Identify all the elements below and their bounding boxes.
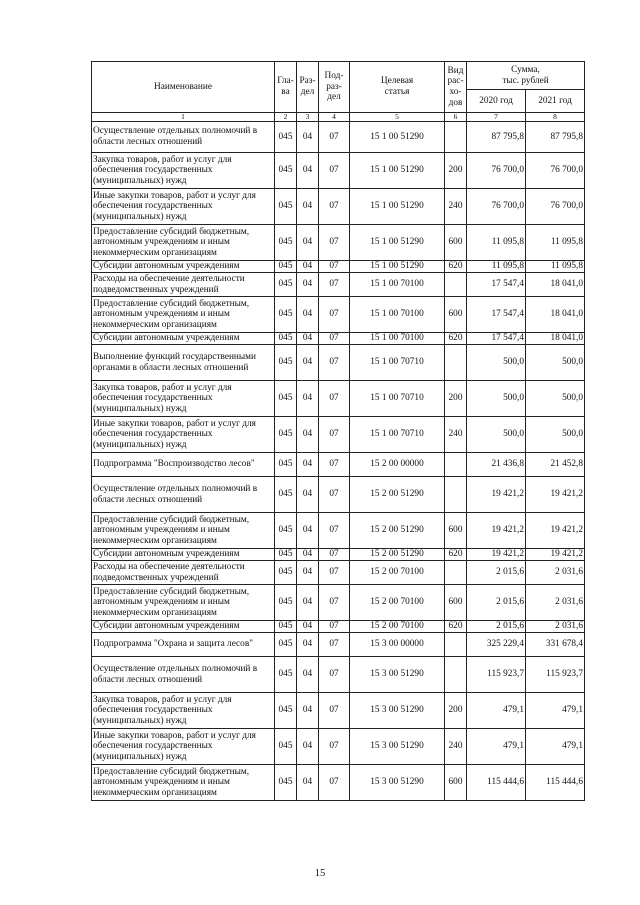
row-chapter: 045 <box>275 729 297 765</box>
row-value-2021: 500,0 <box>526 381 585 417</box>
row-value-2021: 19 421,2 <box>526 549 585 561</box>
row-value-2021: 2 031,6 <box>526 561 585 585</box>
row-section: 04 <box>297 585 319 621</box>
row-section: 04 <box>297 225 319 261</box>
row-value-2020: 19 421,2 <box>467 549 526 561</box>
row-section: 04 <box>297 657 319 693</box>
row-name: Закупка товаров, работ и услуг для обеспечения государственных (муниципальных) нужд <box>92 693 275 729</box>
row-value-2020: 2 015,6 <box>467 621 526 633</box>
row-subsection: 07 <box>319 189 350 225</box>
row-target-article: 15 1 00 51290 <box>350 261 445 273</box>
row-target-article: 15 1 00 70100 <box>350 333 445 345</box>
row-target-article: 15 3 00 51290 <box>350 657 445 693</box>
row-target-article: 15 1 00 51290 <box>350 122 445 153</box>
row-name: Иные закупки товаров, работ и услуг для обеспечения государственных (муниципальных) нужд <box>92 417 275 453</box>
table-row <box>92 561 585 585</box>
table-row <box>92 729 585 765</box>
row-name: Закупка товаров, работ и услуг для обеспечения государственных (муниципальных) нужд <box>92 381 275 417</box>
header-name: Наименование <box>92 62 275 113</box>
row-target-article: 15 2 00 51290 <box>350 477 445 513</box>
table-row <box>92 693 585 729</box>
row-value-2021: 479,1 <box>526 729 585 765</box>
row-section: 04 <box>297 333 319 345</box>
row-subsection: 07 <box>319 345 350 381</box>
row-chapter: 045 <box>275 549 297 561</box>
header-year-2020: 2020 год <box>467 90 526 113</box>
row-name: Расходы на обеспечение деятельности подведомственных учреждений <box>92 273 275 297</box>
row-expense-type: 600 <box>445 585 467 621</box>
row-chapter: 045 <box>275 225 297 261</box>
row-value-2021: 11 095,8 <box>526 261 585 273</box>
row-section: 04 <box>297 122 319 153</box>
row-value-2021: 18 041,0 <box>526 333 585 345</box>
row-target-article: 15 1 00 70710 <box>350 417 445 453</box>
row-value-2020: 500,0 <box>467 417 526 453</box>
row-value-2021: 2 031,6 <box>526 585 585 621</box>
row-section: 04 <box>297 729 319 765</box>
row-subsection: 07 <box>319 633 350 657</box>
row-target-article: 15 1 00 51290 <box>350 153 445 189</box>
row-value-2021: 18 041,0 <box>526 297 585 333</box>
row-expense-type <box>445 477 467 513</box>
row-value-2021: 11 095,8 <box>526 225 585 261</box>
row-name: Подпрограмма "Охрана и защита лесов" <box>92 633 275 657</box>
row-target-article: 15 3 00 51290 <box>350 693 445 729</box>
row-value-2020: 11 095,8 <box>467 225 526 261</box>
row-chapter: 045 <box>275 297 297 333</box>
row-section: 04 <box>297 549 319 561</box>
row-name: Осуществление отдельных полномочий в области лесных отношений <box>92 477 275 513</box>
column-number: 8 <box>526 113 585 122</box>
table-row <box>92 453 585 477</box>
row-name: Расходы на обеспечение деятельности подведомственных учреждений <box>92 561 275 585</box>
header-subsection: Под- раз- дел <box>319 62 350 113</box>
row-chapter: 045 <box>275 345 297 381</box>
row-value-2021: 87 795,8 <box>526 122 585 153</box>
column-number: 7 <box>467 113 526 122</box>
row-chapter: 045 <box>275 273 297 297</box>
row-subsection: 07 <box>319 621 350 633</box>
row-section: 04 <box>297 381 319 417</box>
row-target-article: 15 2 00 70100 <box>350 621 445 633</box>
row-name: Осуществление отдельных полномочий в области лесных отношений <box>92 657 275 693</box>
row-section: 04 <box>297 417 319 453</box>
row-subsection: 07 <box>319 261 350 273</box>
row-section: 04 <box>297 561 319 585</box>
row-section: 04 <box>297 261 319 273</box>
table-row <box>92 549 585 561</box>
row-chapter: 045 <box>275 477 297 513</box>
table-row <box>92 297 585 333</box>
row-target-article: 15 2 00 70100 <box>350 561 445 585</box>
row-target-article: 15 2 00 51290 <box>350 549 445 561</box>
row-name: Иные закупки товаров, работ и услуг для обеспечения государственных (муниципальных) нужд <box>92 189 275 225</box>
header-expense-type: Вид рас- хо- дов <box>445 62 467 113</box>
row-value-2021: 19 421,2 <box>526 513 585 549</box>
row-subsection: 07 <box>319 513 350 549</box>
row-target-article: 15 3 00 51290 <box>350 765 445 801</box>
row-value-2020: 19 421,2 <box>467 477 526 513</box>
row-value-2020: 17 547,4 <box>467 297 526 333</box>
row-chapter: 045 <box>275 453 297 477</box>
table-row <box>92 381 585 417</box>
row-subsection: 07 <box>319 273 350 297</box>
row-value-2020: 479,1 <box>467 729 526 765</box>
row-expense-type: 620 <box>445 621 467 633</box>
row-value-2021: 331 678,4 <box>526 633 585 657</box>
table-row <box>92 261 585 273</box>
row-value-2020: 500,0 <box>467 381 526 417</box>
row-name: Субсидии автономным учреждениям <box>92 621 275 633</box>
header-section: Раз- дел <box>297 62 319 113</box>
column-number: 1 <box>92 113 275 122</box>
column-number: 4 <box>319 113 350 122</box>
row-target-article: 15 1 00 70710 <box>350 345 445 381</box>
row-expense-type: 600 <box>445 513 467 549</box>
row-chapter: 045 <box>275 633 297 657</box>
table-row <box>92 765 585 801</box>
row-name: Предоставление субсидий бюджетным, автономным учреждениям и иным некоммерческим организациям <box>92 225 275 261</box>
row-name: Субсидии автономным учреждениям <box>92 549 275 561</box>
row-section: 04 <box>297 297 319 333</box>
row-subsection: 07 <box>319 153 350 189</box>
row-subsection: 07 <box>319 297 350 333</box>
row-target-article: 15 1 00 51290 <box>350 225 445 261</box>
column-number: 3 <box>297 113 319 122</box>
table-row <box>92 477 585 513</box>
row-value-2020: 19 421,2 <box>467 513 526 549</box>
row-subsection: 07 <box>319 453 350 477</box>
row-chapter: 045 <box>275 765 297 801</box>
row-section: 04 <box>297 477 319 513</box>
row-chapter: 045 <box>275 621 297 633</box>
row-value-2021: 500,0 <box>526 345 585 381</box>
row-chapter: 045 <box>275 561 297 585</box>
row-target-article: 15 2 00 70100 <box>350 585 445 621</box>
row-value-2020: 17 547,4 <box>467 333 526 345</box>
row-section: 04 <box>297 345 319 381</box>
row-value-2020: 115 923,7 <box>467 657 526 693</box>
row-name: Субсидии автономным учреждениям <box>92 333 275 345</box>
row-subsection: 07 <box>319 729 350 765</box>
row-target-article: 15 3 00 51290 <box>350 729 445 765</box>
row-subsection: 07 <box>319 693 350 729</box>
table-row <box>92 153 585 189</box>
table-row <box>92 633 585 657</box>
table-row <box>92 657 585 693</box>
row-chapter: 045 <box>275 122 297 153</box>
row-subsection: 07 <box>319 657 350 693</box>
row-section: 04 <box>297 273 319 297</box>
row-value-2020: 76 700,0 <box>467 189 526 225</box>
row-expense-type: 620 <box>445 261 467 273</box>
row-value-2020: 500,0 <box>467 345 526 381</box>
row-section: 04 <box>297 633 319 657</box>
row-value-2020: 2 015,6 <box>467 561 526 585</box>
header-target-article: Целевая статья <box>350 62 445 113</box>
table-row <box>92 225 585 261</box>
row-name: Выполнение функций государственными органами в области лесных отношений <box>92 345 275 381</box>
table-row <box>92 585 585 621</box>
row-target-article: 15 1 00 70100 <box>350 297 445 333</box>
row-section: 04 <box>297 189 319 225</box>
row-expense-type: 240 <box>445 189 467 225</box>
row-expense-type: 240 <box>445 417 467 453</box>
row-name: Предоставление субсидий бюджетным, автономным учреждениям и иным некоммерческим организациям <box>92 585 275 621</box>
budget-table-page <box>91 61 584 801</box>
row-name: Подпрограмма "Воспроизводство лесов" <box>92 453 275 477</box>
column-number: 6 <box>445 113 467 122</box>
row-target-article: 15 1 00 51290 <box>350 189 445 225</box>
row-subsection: 07 <box>319 477 350 513</box>
row-subsection: 07 <box>319 122 350 153</box>
row-expense-type <box>445 345 467 381</box>
row-name: Иные закупки товаров, работ и услуг для обеспечения государственных (муниципальных) нужд <box>92 729 275 765</box>
header-sum: Сумма, тыс. рублей <box>467 62 585 90</box>
row-name: Субсидии автономным учреждениям <box>92 261 275 273</box>
row-chapter: 045 <box>275 513 297 549</box>
row-value-2020: 479,1 <box>467 693 526 729</box>
row-value-2021: 115 923,7 <box>526 657 585 693</box>
row-value-2020: 325 229,4 <box>467 633 526 657</box>
row-target-article: 15 1 00 70710 <box>350 381 445 417</box>
table-row <box>92 345 585 381</box>
row-chapter: 045 <box>275 333 297 345</box>
row-name: Закупка товаров, работ и услуг для обеспечения государственных (муниципальных) нужд <box>92 153 275 189</box>
row-name: Предоставление субсидий бюджетным, автономным учреждениям и иным некоммерческим организациям <box>92 513 275 549</box>
row-chapter: 045 <box>275 189 297 225</box>
row-expense-type <box>445 453 467 477</box>
header-year-2021: 2021 год <box>526 90 585 113</box>
row-subsection: 07 <box>319 561 350 585</box>
row-value-2021: 18 041,0 <box>526 273 585 297</box>
row-target-article: 15 2 00 00000 <box>350 453 445 477</box>
row-subsection: 07 <box>319 765 350 801</box>
table-row <box>92 333 585 345</box>
row-chapter: 045 <box>275 153 297 189</box>
row-expense-type: 620 <box>445 549 467 561</box>
row-expense-type: 600 <box>445 297 467 333</box>
row-expense-type: 240 <box>445 729 467 765</box>
row-value-2021: 2 031,6 <box>526 621 585 633</box>
table-row <box>92 273 585 297</box>
column-number: 2 <box>275 113 297 122</box>
row-name: Предоставление субсидий бюджетным, автономным учреждениям и иным некоммерческим организациям <box>92 297 275 333</box>
table-row <box>92 621 585 633</box>
row-target-article: 15 1 00 70100 <box>350 273 445 297</box>
row-value-2020: 17 547,4 <box>467 273 526 297</box>
row-subsection: 07 <box>319 381 350 417</box>
row-value-2020: 87 795,8 <box>467 122 526 153</box>
row-expense-type: 200 <box>445 693 467 729</box>
row-section: 04 <box>297 513 319 549</box>
row-target-article: 15 3 00 00000 <box>350 633 445 657</box>
table-row <box>92 122 585 153</box>
row-subsection: 07 <box>319 417 350 453</box>
row-value-2020: 21 436,8 <box>467 453 526 477</box>
table-row <box>92 513 585 549</box>
row-expense-type: 600 <box>445 225 467 261</box>
row-value-2021: 76 700,0 <box>526 189 585 225</box>
budget-table <box>91 61 585 801</box>
row-name: Осуществление отдельных полномочий в области лесных отношений <box>92 122 275 153</box>
row-chapter: 045 <box>275 261 297 273</box>
table-row <box>92 417 585 453</box>
column-number-row <box>92 113 585 122</box>
row-value-2020: 2 015,6 <box>467 585 526 621</box>
page-number: 15 <box>314 868 326 879</box>
row-value-2021: 21 452,8 <box>526 453 585 477</box>
row-expense-type: 620 <box>445 333 467 345</box>
row-section: 04 <box>297 453 319 477</box>
row-expense-type: 600 <box>445 765 467 801</box>
row-section: 04 <box>297 693 319 729</box>
row-expense-type <box>445 122 467 153</box>
column-number: 5 <box>350 113 445 122</box>
row-chapter: 045 <box>275 657 297 693</box>
row-value-2020: 115 444,6 <box>467 765 526 801</box>
row-subsection: 07 <box>319 333 350 345</box>
row-expense-type: 200 <box>445 153 467 189</box>
row-section: 04 <box>297 621 319 633</box>
row-section: 04 <box>297 153 319 189</box>
row-chapter: 045 <box>275 585 297 621</box>
header-chapter: Гла- ва <box>275 62 297 113</box>
table-row <box>92 189 585 225</box>
row-expense-type <box>445 633 467 657</box>
row-value-2021: 76 700,0 <box>526 153 585 189</box>
row-expense-type <box>445 561 467 585</box>
row-name: Предоставление субсидий бюджетным, автономным учреждениям и иным некоммерческим организациям <box>92 765 275 801</box>
row-section: 04 <box>297 765 319 801</box>
row-target-article: 15 2 00 51290 <box>350 513 445 549</box>
row-expense-type <box>445 657 467 693</box>
row-value-2020: 11 095,8 <box>467 261 526 273</box>
row-subsection: 07 <box>319 549 350 561</box>
row-value-2021: 500,0 <box>526 417 585 453</box>
row-subsection: 07 <box>319 225 350 261</box>
row-chapter: 045 <box>275 417 297 453</box>
row-expense-type: 200 <box>445 381 467 417</box>
row-chapter: 045 <box>275 693 297 729</box>
row-value-2021: 115 444,6 <box>526 765 585 801</box>
row-value-2020: 76 700,0 <box>467 153 526 189</box>
row-value-2021: 479,1 <box>526 693 585 729</box>
row-value-2021: 19 421,2 <box>526 477 585 513</box>
row-expense-type <box>445 273 467 297</box>
row-chapter: 045 <box>275 381 297 417</box>
row-subsection: 07 <box>319 585 350 621</box>
